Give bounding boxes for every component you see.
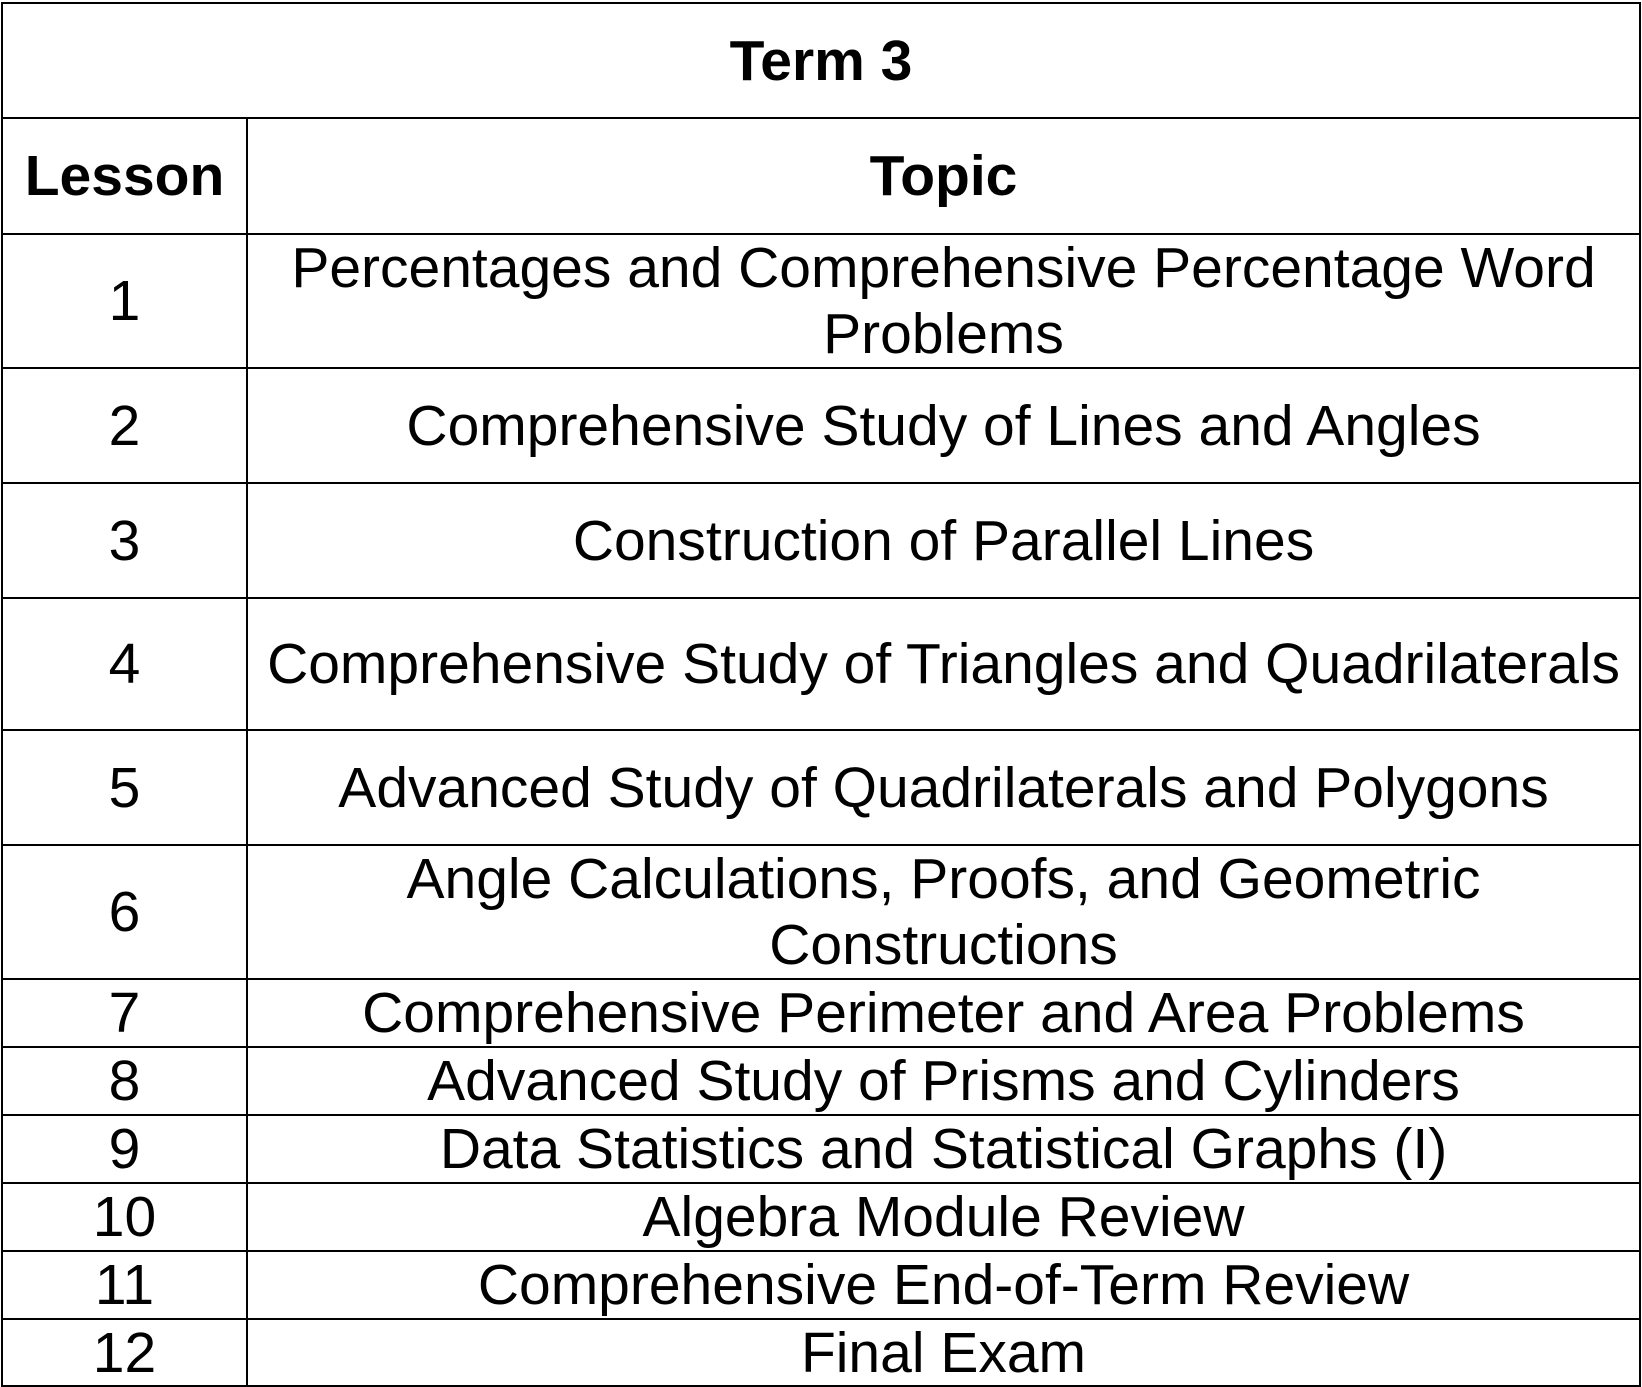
title-row: [2, 3, 1640, 118]
lesson-number: 6: [2, 845, 247, 979]
lesson-number: 4: [2, 598, 247, 730]
table-row: [2, 1047, 1640, 1115]
lesson-number: 10: [2, 1183, 247, 1251]
header-row: [2, 118, 1640, 234]
lesson-number: 12: [2, 1319, 247, 1386]
table-row: [2, 979, 1640, 1047]
lesson-topic: Algebra Module Review: [247, 1183, 1640, 1251]
lesson-topic: Angle Calculations, Proofs, and Geometric Constructions: [247, 845, 1640, 979]
table-row: [2, 368, 1640, 483]
table-row: [2, 730, 1640, 845]
table-row: [2, 598, 1640, 730]
lesson-number: 2: [2, 368, 247, 483]
lesson-number: 9: [2, 1115, 247, 1183]
lesson-number: 7: [2, 979, 247, 1047]
lesson-topic: Final Exam: [247, 1319, 1640, 1386]
lesson-topic: Construction of Parallel Lines: [247, 483, 1640, 598]
table-row: [2, 1183, 1640, 1251]
lesson-number: 1: [2, 234, 247, 368]
schedule-table: [1, 2, 1641, 1387]
table-title: Term 3: [2, 3, 1640, 118]
lesson-topic: Advanced Study of Quadrilaterals and Polygons: [247, 730, 1640, 845]
lesson-number: 8: [2, 1047, 247, 1115]
table-row: [2, 1251, 1640, 1319]
table-row: [2, 1115, 1640, 1183]
lesson-number: 3: [2, 483, 247, 598]
lesson-topic: Comprehensive Study of Triangles and Quadrilaterals: [247, 598, 1640, 730]
lesson-topic: Advanced Study of Prisms and Cylinders: [247, 1047, 1640, 1115]
table-row: [2, 845, 1640, 979]
lesson-number: 11: [2, 1251, 247, 1319]
topic-header: Topic: [247, 118, 1640, 234]
lesson-topic: Percentages and Comprehensive Percentage Word Problems: [247, 234, 1640, 368]
lesson-topic: Comprehensive End-of-Term Review: [247, 1251, 1640, 1319]
lesson-number: 5: [2, 730, 247, 845]
table-row: [2, 234, 1640, 368]
table-row: [2, 483, 1640, 598]
lesson-topic: Comprehensive Study of Lines and Angles: [247, 368, 1640, 483]
lesson-header: Lesson: [2, 118, 247, 234]
table-row: [2, 1319, 1640, 1386]
lesson-topic: Comprehensive Perimeter and Area Problems: [247, 979, 1640, 1047]
lesson-topic: Data Statistics and Statistical Graphs (I): [247, 1115, 1640, 1183]
